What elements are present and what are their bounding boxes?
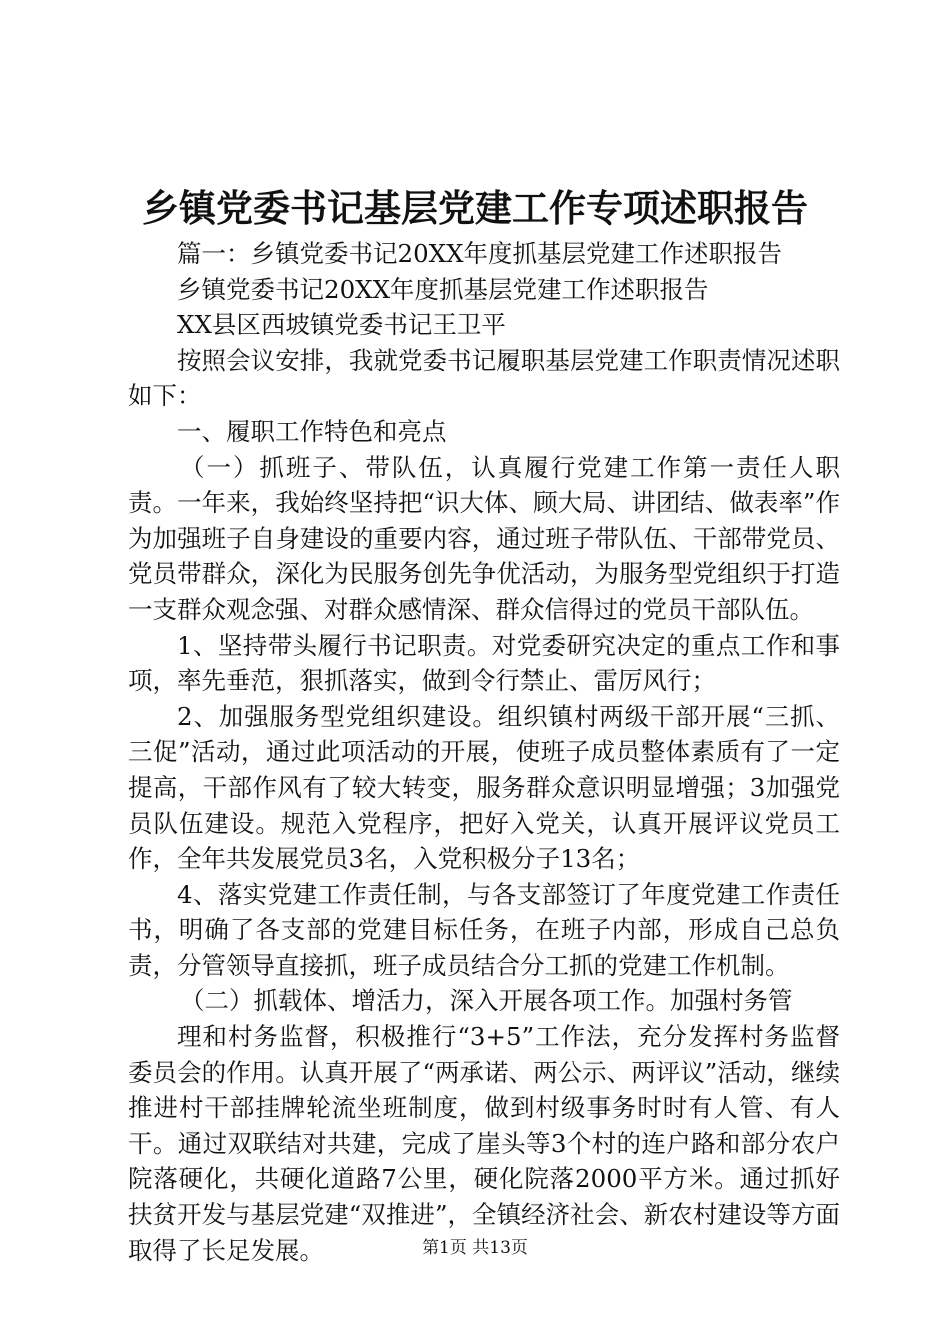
- paragraph-author: XX县区西坡镇党委书记王卫平: [177, 310, 506, 340]
- paragraph-item-1: （一）抓班子、带队伍，认真履行党建工作第一责任人职责。一年来，我始终坚持把“识大体、顾大局、讲团结、做表率”作为加强班子自身建设的重要内容，通过班子带队伍、干部带党员、党员带群众，深化为民服务创先争优活动，为服务型党组织于打造一支群众观念强、对群众感情深、群众信得过的党员干部队伍。: [128, 452, 840, 624]
- paragraph-intro: 按照会议安排，我就党委书记履职基层党建工作职责情况述职如下：: [128, 345, 840, 411]
- paragraph-heading-1: 一、履职工作特色和亮点: [177, 416, 447, 446]
- paragraph-report-title: 乡镇党委书记20XX年度抓基层党建工作述职报告: [177, 274, 709, 304]
- paragraph-section-heading: 篇一：乡镇党委书记20XX年度抓基层党建工作述职报告: [177, 239, 783, 268]
- document-body: [128, 236, 840, 1268]
- paragraph-point-1: 1、坚持带头履行书记职责。对党委研究决定的重点工作和事项，率先垂范，狠抓落实，做到令行禁止、雷厉风行；: [128, 630, 840, 696]
- paragraph-item-2-body: 理和村务监督，积极推行“3+5”工作法，充分发挥村务监督委员会的作用。认真开展了“两承诺、两公示、两评议”活动，继续推进村干部挂牌轮流坐班制度，做到村级事务时时有人管、有人干。通过双联结对共建，完成了崖头等3个村的连户路和部分农户院落硬化，共硬化道路7公里，硬化院落2000平方米。通过抓好扶贫开发与基层党建“双推进”，全镇经济社会、新农村建设等方面取得了长足发展。: [128, 1022, 840, 1265]
- paragraph-point-4: 4、落实党建工作责任制，与各支部签订了年度党建工作责任书，明确了各支部的党建目标任务，在班子内部，形成自己总负责，分管领导直接抓，班子成员结合分工抓的党建工作机制。: [128, 879, 840, 980]
- paragraph-point-2: 2、加强服务型党组织建设。组织镇村两级干部开展“三抓、三促”活动，通过此项活动的开展，使班子成员整体素质有了一定提高，干部作风有了较大转变，服务群众意识明显增强；3加强党员队伍建设。规范入党程序，把好入党关，认真开展评议党员工作，全年共发展党员3名，入党积极分子13名；: [128, 701, 840, 874]
- paragraph-item-2: （二）抓载体、增活力，深入开展各项工作。加强村务管: [180, 986, 793, 1016]
- document-title: 乡镇党委书记基层党建工作专项述职报告: [142, 186, 808, 230]
- page-footer: 第1页 共13页: [422, 1238, 528, 1258]
